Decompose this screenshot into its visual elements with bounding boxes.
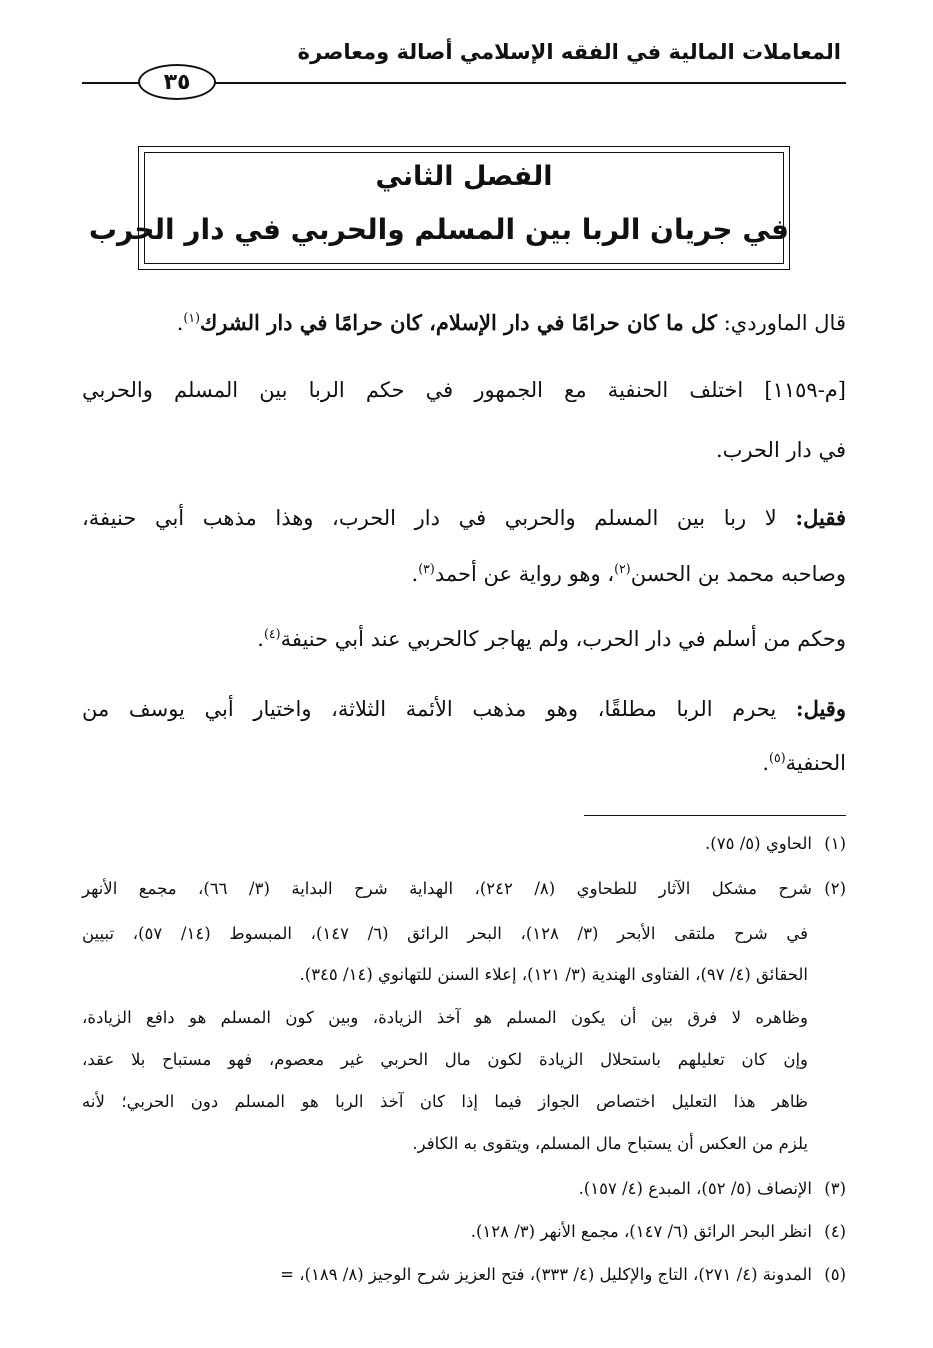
paragraph-convert-ruling [82, 628, 846, 650]
footnote-2-line-7: يلزم من العكس أن يستباح مال المسلم، ويتقوى به الكافر. [412, 1134, 808, 1153]
footnote-1 [82, 836, 846, 853]
footnote-2-line-2: في شرح ملتقى الأبحر (٣/ ١٢٨)، البحر الرائق (٦/ ١٤٧)، المبسوط (١٤/ ٥٧)، تبيين [82, 924, 808, 943]
footnote-2-line-1 [82, 881, 846, 898]
second-opinion-text: يحرم الربا مطلقًا، وهو مذهب الأئمة الثلاثة، واختيار أبي يوسف من [82, 697, 796, 721]
paragraph-first-opinion-line-2 [82, 563, 846, 585]
chapter-heading-box [88, 146, 790, 270]
chapter-subtitle: في جريان الربا بين المسلم والحربي في دار الحرب [88, 213, 789, 246]
quote-attribution: قال الماوردي: [717, 311, 846, 335]
paragraph-first-opinion-line-1 [82, 507, 846, 529]
first-opinion-end: . [411, 562, 419, 586]
footnote-3-text: الإنصاف (٥/ ٥٢)، المبدع (٤/ ١٥٧). [578, 1179, 812, 1198]
footnote-ref-4: (٤) [263, 626, 281, 641]
footnote-ref-1: (١) [183, 310, 200, 325]
paragraph-issue-line-2: في دار الحرب. [715, 438, 846, 462]
footnote-4 [82, 1224, 846, 1241]
paragraph-issue-line-1: [م-١١٥٩] اختلف الحنفية مع الجمهور في حكم الربا بين المسلم والحربي [82, 378, 846, 402]
footnote-3-number: (٣) [824, 1179, 846, 1198]
second-opinion-text-2: الحنفية [785, 751, 846, 775]
running-header-title: المعاملات المالية في الفقه الإسلامي أصالة ومعاصرة [297, 40, 841, 64]
convert-ruling-end: . [257, 627, 264, 651]
footnote-ref-2: (٢) [614, 561, 631, 576]
footnote-ref-5: (٥) [769, 750, 786, 765]
footnote-5-text: المدونة (٤/ ٢٧١)، التاج والإكليل (٤/ ٣٣٣)، فتح العزيز شرح الوجيز (٨/ ١٨٩)، = [280, 1265, 812, 1284]
footnote-ref-3: (٣) [418, 561, 435, 576]
second-opinion-end: . [762, 751, 770, 775]
footnote-2-line-6: ظاهر هذا التعليل اختصاص الجواز فيما إذا كان آخذ الربا هو المسلم دون الحربي؛ لأنه [82, 1092, 808, 1111]
first-opinion-lead: فقيل: [795, 505, 846, 530]
footnote-1-number: (١) [824, 834, 846, 853]
page-number: ٣٥ [138, 64, 216, 100]
paragraph-second-opinion-line-2 [82, 752, 846, 774]
quote-end: . [176, 311, 184, 335]
quote-text: كل ما كان حرامًا في دار الإسلام، كان حرامًا في دار الشرك [200, 310, 718, 335]
footnote-2-number: (٢) [824, 879, 846, 898]
first-opinion-text-2a: وصاحبه محمد بن الحسن [630, 562, 846, 586]
footnote-separator [584, 815, 846, 816]
paragraph-mawardi-quote [82, 312, 846, 334]
footnote-4-number: (٤) [824, 1222, 846, 1241]
footnote-3 [82, 1181, 846, 1198]
convert-ruling-text: وحكم من أسلم في دار الحرب، ولم يهاجر كالحربي عند أبي حنيفة [280, 627, 846, 651]
footnote-4-text: انظر البحر الرائق (٦/ ١٤٧)، مجمع الأنهر (٣/ ١٢٨). [470, 1222, 812, 1241]
footnote-1-text: الحاوي (٥/ ٧٥). [705, 834, 812, 853]
paragraph-second-opinion-line-1 [82, 698, 846, 720]
footnote-2-line-3: الحقائق (٤/ ٩٧)، الفتاوى الهندية (٣/ ١٢١)، إعلاء السنن للتهانوي (١٤/ ٣٤٥). [299, 965, 808, 984]
footnote-2-line-5: وإن كان تعليلهم باستحلال الزيادة لكون مال الحربي غير معصوم، فهو مستباح بلا عقد، [82, 1050, 808, 1069]
footnote-2-line-4: وظاهره لا فرق بين أن يكون المسلم هو آخذ الزيادة، وبين كون المسلم هو دافع الزيادة، [82, 1008, 808, 1027]
footnote-5 [82, 1267, 846, 1284]
footnote-5-number: (٥) [824, 1265, 846, 1284]
chapter-title: الفصل الثاني [375, 161, 553, 192]
first-opinion-text: لا ربا بين المسلم والحربي في دار الحرب، وهذا مذهب أبي حنيفة، [82, 506, 796, 530]
second-opinion-lead: وقيل: [795, 696, 846, 721]
footnote-2-text-1: شرح مشكل الآثار للطحاوي (٨/ ٢٤٢)، الهداية شرح البداية (٣/ ٦٦)، مجمع الأنهر [82, 879, 812, 898]
first-opinion-text-2b: ، وهو رواية عن أحمد [434, 562, 615, 586]
